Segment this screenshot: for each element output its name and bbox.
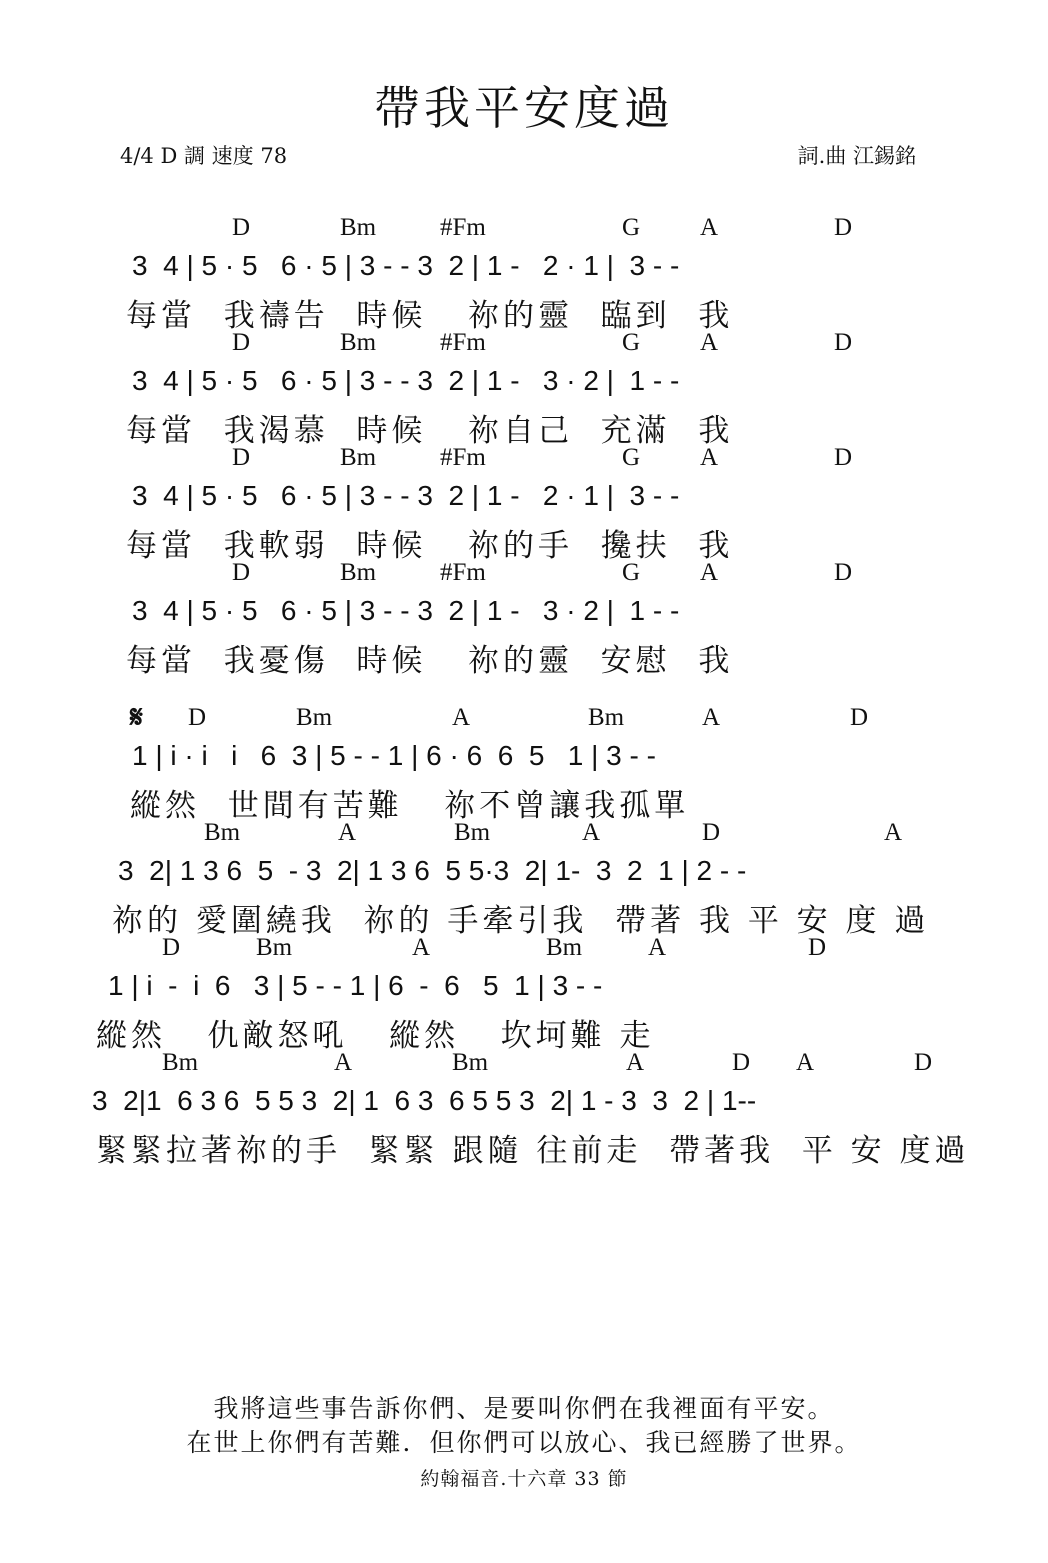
chorus-line	[0, 934, 1048, 1054]
chord-symbol: D	[808, 934, 827, 961]
verse-line-2: 在世上你們有苦難．但你們可以放心、我已經勝了世界。	[186, 1428, 862, 1457]
lyric-text: 縱然 仇敵怒吼 縱然 坎坷難 走	[96, 1018, 655, 1054]
jianpu-notes: 3 4 | 5 · 5 6 · 5 | 3 - - 3 2 | 1 - 2 · 1 | 3 - -	[132, 480, 680, 511]
chord-symbol: Bm	[454, 819, 491, 846]
chord-symbol: A	[626, 1049, 645, 1076]
scripture-verse	[0, 1392, 1048, 1496]
stanzas-line	[0, 559, 1048, 679]
jianpu-notes: 3 4 | 5 · 5 6 · 5 | 3 - - 3 2 | 1 - 3 · 2 | 1 - -	[132, 595, 680, 626]
chord-symbol: A	[700, 214, 719, 241]
chord-symbol: A	[412, 934, 431, 961]
jianpu-notes: 1 | i · i i 6 3 | 5 - - 1 | 6 · 6 6 5 1 | 3 - -	[132, 740, 656, 771]
chord-symbol: A	[338, 819, 357, 846]
chord-symbol: #Fm	[440, 329, 486, 356]
chord-symbol: D	[162, 934, 181, 961]
verse-section	[0, 214, 1048, 679]
chord-symbol: A	[700, 444, 719, 471]
chord-symbol: Bm	[340, 559, 377, 586]
chord-symbol: Bm	[340, 329, 377, 356]
chord-symbol: D	[850, 704, 869, 731]
verse-line-1: 我將這些事告訴你們、是要叫你們在我裡面有平安。	[213, 1394, 835, 1423]
chord-symbol: Bm	[546, 934, 583, 961]
chord-symbol: D	[702, 819, 721, 846]
chord-symbol: G	[622, 214, 641, 241]
chord-symbol: D	[732, 1049, 751, 1076]
chord-symbol: D	[188, 704, 207, 731]
chord-symbol: A	[884, 819, 903, 846]
jianpu-notes: 3 4 | 5 · 5 6 · 5 | 3 - - 3 2 | 1 - 2 · 1 | 3 - -	[132, 250, 680, 281]
lyric-text: 緊緊拉著祢的手 緊緊 跟隨 往前走 帶著我 平 安 度過	[96, 1133, 970, 1169]
chord-symbol: A	[700, 329, 719, 356]
chord-symbol: G	[622, 329, 641, 356]
chorus-line	[0, 704, 1048, 824]
chord-symbol: A	[702, 704, 721, 731]
chord-symbol: G	[622, 444, 641, 471]
chord-symbol: Bm	[256, 934, 293, 961]
stanzas-line	[0, 329, 1048, 449]
stanzas-line	[0, 444, 1048, 564]
chord-symbol: A	[452, 704, 471, 731]
chord-symbol: A	[648, 934, 667, 961]
chord-symbol: Bm	[296, 704, 333, 731]
author-credit: 詞.曲 江錫銘	[797, 144, 916, 168]
time-key-tempo: 4/4 D 調 速度 78	[120, 144, 288, 168]
chord-symbol: A	[796, 1049, 815, 1076]
chord-symbol: D	[834, 329, 853, 356]
chord-symbol: #Fm	[440, 444, 486, 471]
chorus-section	[0, 704, 1048, 1169]
jianpu-notes: 3 2| 1 3 6 5 - 3 2| 1 3 6 5 5·3 2| 1- 3 2 1 | 2 - -	[118, 855, 747, 886]
lyric-text: 祢的 愛圍繞我 祢的 手牽引我 帶著 我 平 安 度 過	[112, 903, 930, 939]
chord-symbol: D	[232, 559, 251, 586]
chord-symbol: D	[834, 444, 853, 471]
chord-symbol: Bm	[340, 214, 377, 241]
chord-symbol: Bm	[452, 1049, 489, 1076]
chord-symbol: Bm	[340, 444, 377, 471]
lyric-text: 每當 我憂傷 時候 祢的靈 安慰 我	[126, 643, 734, 679]
lyric-text: 每當 我渴慕 時候 祢自己 充滿 我	[126, 413, 734, 449]
chord-symbol: D	[914, 1049, 933, 1076]
jianpu-notes: 3 2|1 6 3 6 5 5 3 2| 1 6 3 6 5 5 3 2| 1 - 3 3 2 | 1--	[92, 1085, 757, 1116]
chord-symbol: A	[582, 819, 601, 846]
chord-symbol: D	[834, 559, 853, 586]
chord-symbol: G	[622, 559, 641, 586]
stanzas-line	[0, 214, 1048, 334]
chord-symbol: A	[700, 559, 719, 586]
chord-symbol: D	[834, 214, 853, 241]
verse-reference: 約翰福音.十六章 33 節	[420, 1468, 628, 1490]
lyric-text: 縱然 世間有苦難 祢不曾讓我孤單	[130, 788, 690, 824]
lyric-text: 每當 我禱告 時候 祢的靈 臨到 我	[126, 298, 734, 334]
chord-symbol: D	[232, 329, 251, 356]
jianpu-notes: 1 | i - i 6 3 | 5 - - 1 | 6 - 6 5 1 | 3 - -	[108, 970, 603, 1001]
chord-symbol: #Fm	[440, 559, 486, 586]
jianpu-notes: 3 4 | 5 · 5 6 · 5 | 3 - - 3 2 | 1 - 3 · 2 | 1 - -	[132, 365, 680, 396]
chord-symbol: D	[232, 444, 251, 471]
chorus-line	[0, 1049, 1048, 1169]
chord-symbol: Bm	[204, 819, 241, 846]
song-title: 帶我平安度過	[374, 81, 674, 135]
segno-sign: 𝄋	[130, 700, 143, 735]
lyric-text: 每當 我軟弱 時候 祢的手 攙扶 我	[126, 528, 734, 564]
chord-symbol: Bm	[588, 704, 625, 731]
chorus-line	[0, 819, 1048, 939]
chord-symbol: Bm	[162, 1049, 199, 1076]
chord-symbol: #Fm	[440, 214, 486, 241]
chord-symbol: A	[334, 1049, 353, 1076]
chord-symbol: D	[232, 214, 251, 241]
